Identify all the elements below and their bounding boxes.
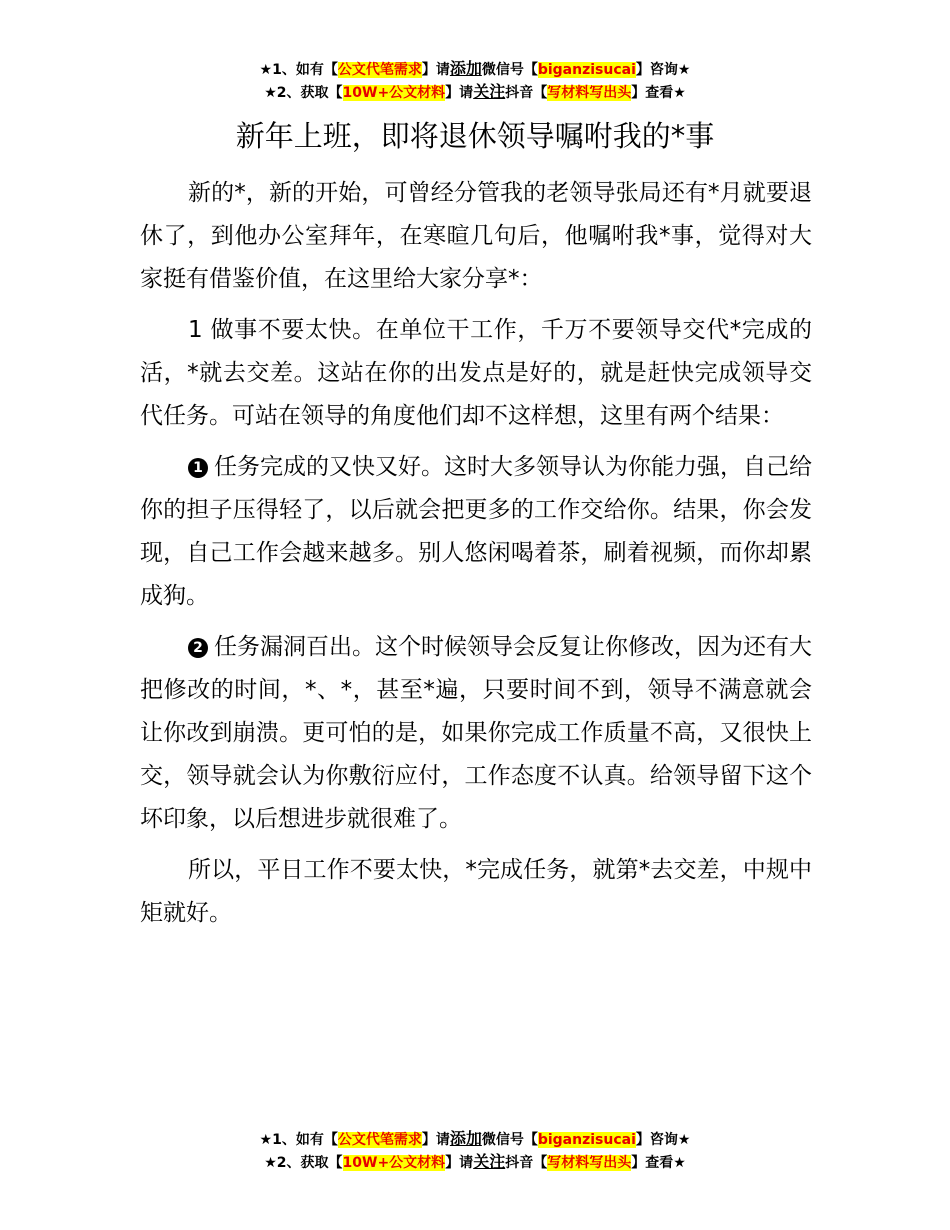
banner-underlined-add: 添加 [449,1129,482,1148]
footer-banner-line-2 [0,1151,950,1174]
banner-text: 抖音【 [505,1155,548,1171]
banner-text: 微信号【 [481,62,538,78]
banner-text: ★1、如有【 [259,62,338,78]
banner-line-2 [0,81,950,104]
banner-text: 】请 [445,85,474,101]
circled-number-two-icon: 2 [188,638,208,658]
banner-highlight-service: 公文代笔需求 [337,62,422,78]
banner-highlight-service: 公文代笔需求 [337,1132,422,1148]
paragraph-result-1-text: 任务完成的又快又好。这时大多领导认为你能力强，自己给你的担子压得轻了，以后就会把更多的工作交给你。结果，你会发现，自己工作会越来越多。别人悠闲喝着茶，刷着视频，而你却累成狗。 [140,454,812,609]
banner-text: 】请 [421,62,450,78]
footer-banner [0,1128,950,1174]
banner-highlight-materials: 10W+公文材料 [342,85,446,101]
paragraph-result-2-text: 任务漏洞百出。这个时候领导会反复让你修改，因为还有大把修改的时间，*、*，甚至*遍，只要时间不到，领导不满意就会让你改到崩溃。更可怕的是，如果你完成工作质量不高，又很快上交，领导就会认为你敷衍应付，工作态度不认真。给领导留下这个坏印象，以后想进步就很难了。 [140,634,812,832]
banner-text: ★2、获取【 [264,85,343,101]
banner-highlight-douyin-id: 写材料写出头 [547,85,632,101]
banner-highlight-wechat-id: biganzisucai [537,1132,636,1148]
banner-text: 抖音【 [505,85,548,101]
banner-underlined-follow: 关注 [473,1152,506,1171]
paragraph-point-1: 1 做事不要太快。在单位干工作，千万不要领导交代*完成的活，*就去交差。这站在你的出发点是好的，就是赶快完成领导交代任务。可站在领导的角度他们却不这样想，这里有两个结果： [140,317,812,429]
banner-text: ★2、获取【 [264,1155,343,1171]
circled-number-one-icon: 1 [188,458,208,478]
banner-highlight-materials: 10W+公文材料 [342,1155,446,1171]
banner-text: 】查看★ [631,1155,686,1171]
banner-highlight-douyin-id: 写材料写出头 [547,1155,632,1171]
banner-text: 】请 [421,1132,450,1148]
document-body [140,172,812,943]
banner-underlined-follow: 关注 [473,82,506,101]
paragraph-result-2 [140,626,812,841]
header-banner [0,58,950,104]
banner-text: 】查看★ [631,85,686,101]
paragraph-intro: 新的*，新的开始，可曾经分管我的老领导张局还有*月就要退休了，到他办公室拜年，在寒暄几句后，他嘱咐我*事，觉得对大家挺有借鉴价值，在这里给大家分享*： [140,180,812,292]
banner-text: 】请 [445,1155,474,1171]
banner-line-1 [0,58,950,81]
banner-text: ★1、如有【 [259,1132,338,1148]
banner-highlight-wechat-id: biganzisucai [537,62,636,78]
banner-text: 微信号【 [481,1132,538,1148]
footer-banner-line-1 [0,1128,950,1151]
banner-text: 】咨询★ [635,62,691,78]
paragraph-conclusion: 所以，平日工作不要太快，*完成任务，就第*去交差，中规中矩就好。 [140,857,812,926]
paragraph-result-1 [140,446,812,618]
document-title: 新年上班，即将退休领导嘱咐我的*事 [235,119,715,153]
banner-text: 】咨询★ [635,1132,691,1148]
banner-underlined-add: 添加 [449,59,482,78]
